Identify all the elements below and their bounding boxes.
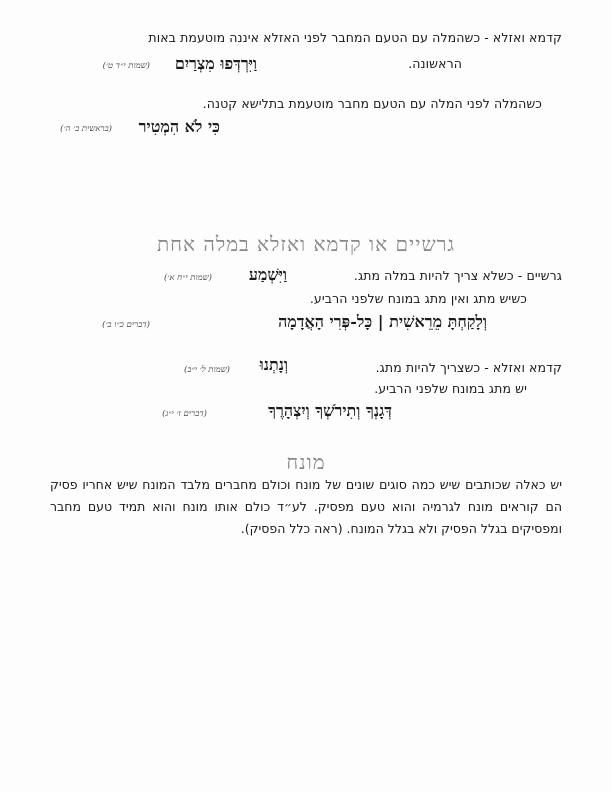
verse-reference: (בראשית ב׳ ה׳)	[60, 124, 112, 134]
meteg-note: כשיש מתג ואין מתג במונח שלפני הרביע.	[309, 291, 527, 306]
example-verse: וְלָקַחְתָּ מֵרֵאשִׁית | כָּל-פְּרִי הָאֲדָמָה	[278, 312, 487, 331]
talisha-rule-line: כשהמלה לפני המלה עם הטעם מחבר מוטעמת בתלישא קטנה.	[202, 96, 542, 111]
meteg-note: יש מתג במונח שלפני הרביע.	[374, 381, 527, 396]
verse-reference: (דברים כ״ו ב׳)	[102, 320, 150, 330]
example-verse: דְּגָנְךָ וְתִירֹשְׁךָ וְיִצְהָרֶךָ	[268, 401, 392, 420]
section-heading: מונח	[286, 450, 326, 474]
kadma-azla-rule-line: קדמא ואזלא - כשהמלה עם הטעם המחבר לפני האזלא איננה מוטעמת באות	[148, 30, 562, 45]
verse-reference: (שמות י״ח א׳)	[163, 273, 212, 283]
verse-reference: (שמות י״ד ט׳)	[102, 61, 150, 71]
verse-reference: (שמות ל׳ י״ב)	[184, 365, 230, 375]
gershayim-rule-line: גרשיים - כשלא צריך להיות במלה מתג.	[353, 268, 562, 283]
kadma-azla-rule-continuation: הראשונה.	[408, 56, 462, 71]
munach-paragraph: יש כאלה שכותבים שיש כמה סוגים שונים של מונח וכולם מחברים מלבד המונח שיש אחריו פסיק הם קוראים מונח לגרמיה והוא טעם מפסיק. לע״ד כולם אותו מונח והוא תמיד טעם מחבר ומפסיקים בגלל הפסיק ולא בגלל המונח. (ראה כלל הפסיק).	[50, 477, 562, 536]
kadma-azla-meteg-rule-line: קדמא ואזלא - כשצריך להיות מתג.	[375, 360, 562, 375]
section-heading: גרשיים או קדמא ואזלא במלה אחת	[156, 232, 456, 256]
example-verse: וַיִּרְדְּפוּ מִצְרַיִם	[174, 54, 257, 73]
example-verse: כִּי לֹא הִמְטִיר	[138, 117, 220, 136]
verse-reference: (דברים ז׳ י״ג)	[162, 409, 207, 419]
example-verse: וְנָתְנוּ	[259, 355, 288, 374]
example-verse: וַיִּשְׁמַע	[248, 265, 287, 284]
